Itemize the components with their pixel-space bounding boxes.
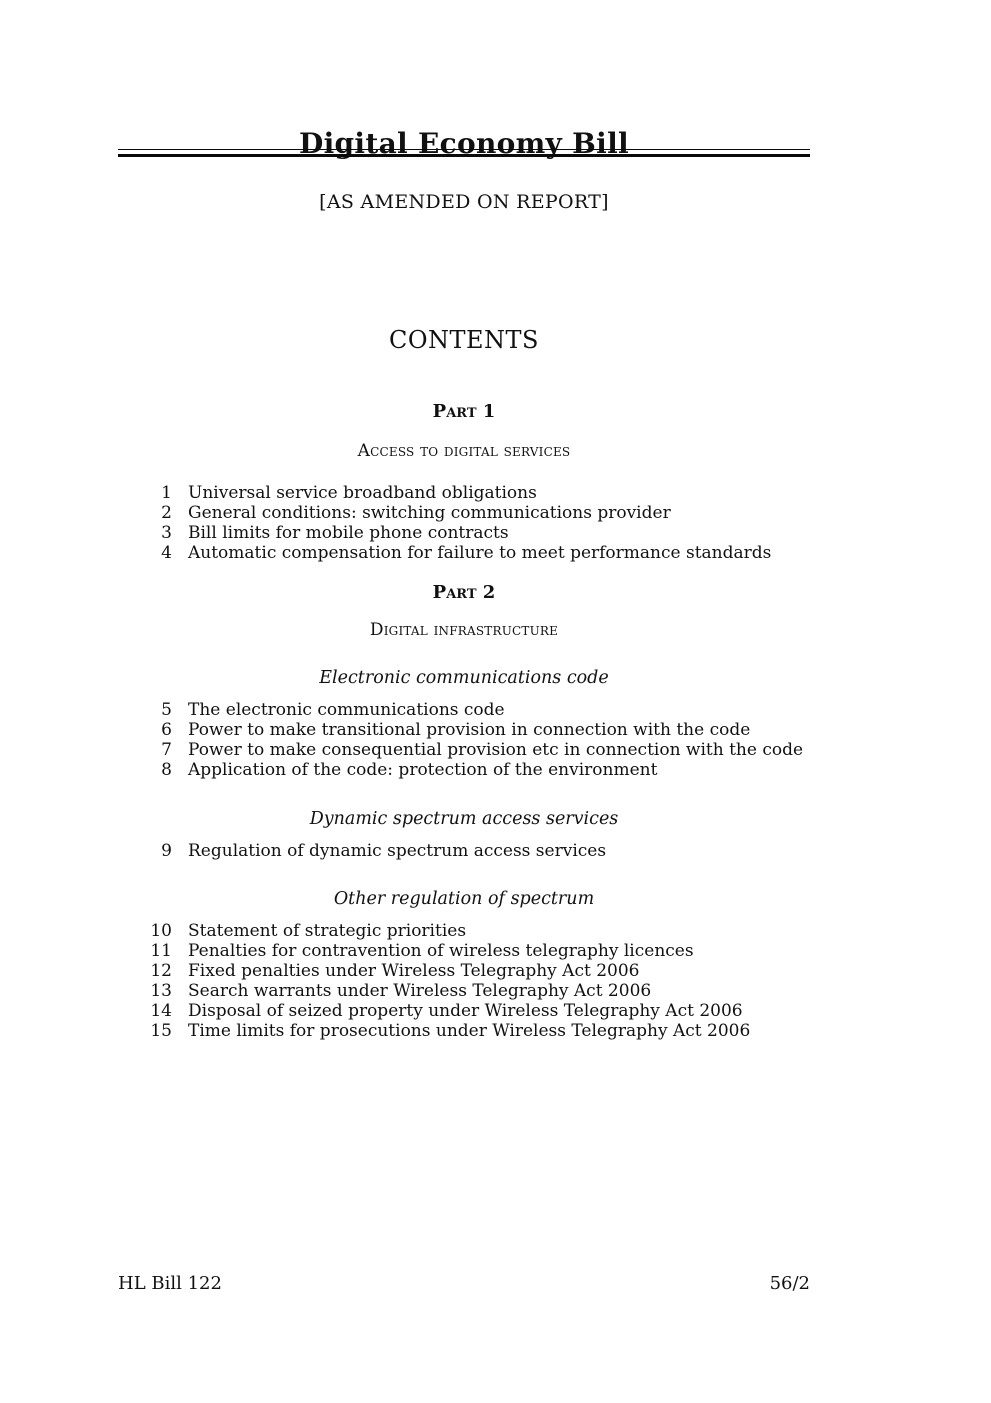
bill-title: Digital Economy Bill xyxy=(299,126,629,160)
part-1-label: Part 1 xyxy=(432,401,496,422)
toc-item-number: 14 xyxy=(150,1001,172,1021)
toc-item-number: 3 xyxy=(161,523,172,543)
title-double-rule xyxy=(118,149,810,157)
toc-item-number: 4 xyxy=(161,543,172,563)
toc-item-text: Search warrants under Wireless Telegraphy Act 2006 xyxy=(188,981,652,1001)
toc-item xyxy=(118,921,810,941)
toc-item-text: Universal service broadband obligations xyxy=(188,483,537,503)
toc-item-number: 6 xyxy=(161,720,172,740)
toc-item-text: Automatic compensation for failure to meet performance standards xyxy=(188,543,772,563)
toc-item-number: 12 xyxy=(150,961,172,981)
toc-item xyxy=(118,981,810,1001)
toc-item-text: Bill limits for mobile phone contracts xyxy=(188,523,509,543)
toc-item xyxy=(118,503,810,523)
toc-item xyxy=(118,523,810,543)
toc-item-number: 15 xyxy=(150,1021,172,1041)
toc-item xyxy=(118,1001,810,1021)
toc-item xyxy=(118,700,810,720)
toc-item-number: 2 xyxy=(161,503,172,523)
toc-item-text: Power to make transitional provision in connection with the code xyxy=(188,720,751,740)
part-1-toc-list xyxy=(118,483,810,563)
footer-session-number: 56/2 xyxy=(769,1273,810,1294)
toc-item-number: 8 xyxy=(161,760,172,780)
toc-item xyxy=(118,941,810,961)
toc-item xyxy=(118,961,810,981)
subheading-dynamic-spectrum-access-services: Dynamic spectrum access services xyxy=(309,809,619,829)
toc-item-number: 7 xyxy=(161,740,172,760)
toc-item-text: Penalties for contravention of wireless telegraphy licences xyxy=(188,941,694,961)
toc-item-number: 1 xyxy=(161,483,172,503)
toc-item xyxy=(118,841,810,861)
footer-bill-reference: HL Bill 122 xyxy=(118,1273,222,1294)
part-2-title: Digital infrastructure xyxy=(369,620,559,640)
subheading-other-regulation-of-spectrum: Other regulation of spectrum xyxy=(333,889,595,909)
toc-item-text: Statement of strategic priorities xyxy=(188,921,467,941)
part-2-label: Part 2 xyxy=(432,582,496,603)
amendment-status-line: [AS AMENDED ON REPORT] xyxy=(319,191,609,213)
toc-item-number: 9 xyxy=(161,841,172,861)
toc-item-text: Time limits for prosecutions under Wireless Telegraphy Act 2006 xyxy=(188,1021,751,1041)
toc-item-number: 11 xyxy=(150,941,172,961)
part-2-section-1-toc-list xyxy=(118,700,810,780)
toc-item xyxy=(118,740,810,760)
toc-item-number: 13 xyxy=(150,981,172,1001)
toc-item xyxy=(118,760,810,780)
toc-item-text: Regulation of dynamic spectrum access services xyxy=(188,841,607,861)
toc-item-text: General conditions: switching communications provider xyxy=(188,503,671,523)
toc-item-text: Disposal of seized property under Wireless Telegraphy Act 2006 xyxy=(188,1001,743,1021)
part-2-section-3-toc-list xyxy=(118,921,810,1041)
part-2-section-2-toc-list xyxy=(118,841,810,861)
toc-item-number: 5 xyxy=(161,700,172,720)
contents-heading: CONTENTS xyxy=(388,326,539,354)
toc-item-number: 10 xyxy=(150,921,172,941)
toc-item xyxy=(118,1021,810,1041)
toc-item-text: Power to make consequential provision etc in connection with the code xyxy=(188,740,804,760)
toc-item xyxy=(118,543,810,563)
toc-item-text: Application of the code: protection of the environment xyxy=(188,760,658,780)
toc-item-text: The electronic communications code xyxy=(188,700,505,720)
toc-item xyxy=(118,483,810,503)
toc-item-text: Fixed penalties under Wireless Telegraphy Act 2006 xyxy=(188,961,640,981)
part-1-title: Access to digital services xyxy=(357,441,571,461)
toc-item xyxy=(118,720,810,740)
subheading-electronic-communications-code: Electronic communications code xyxy=(319,668,609,688)
